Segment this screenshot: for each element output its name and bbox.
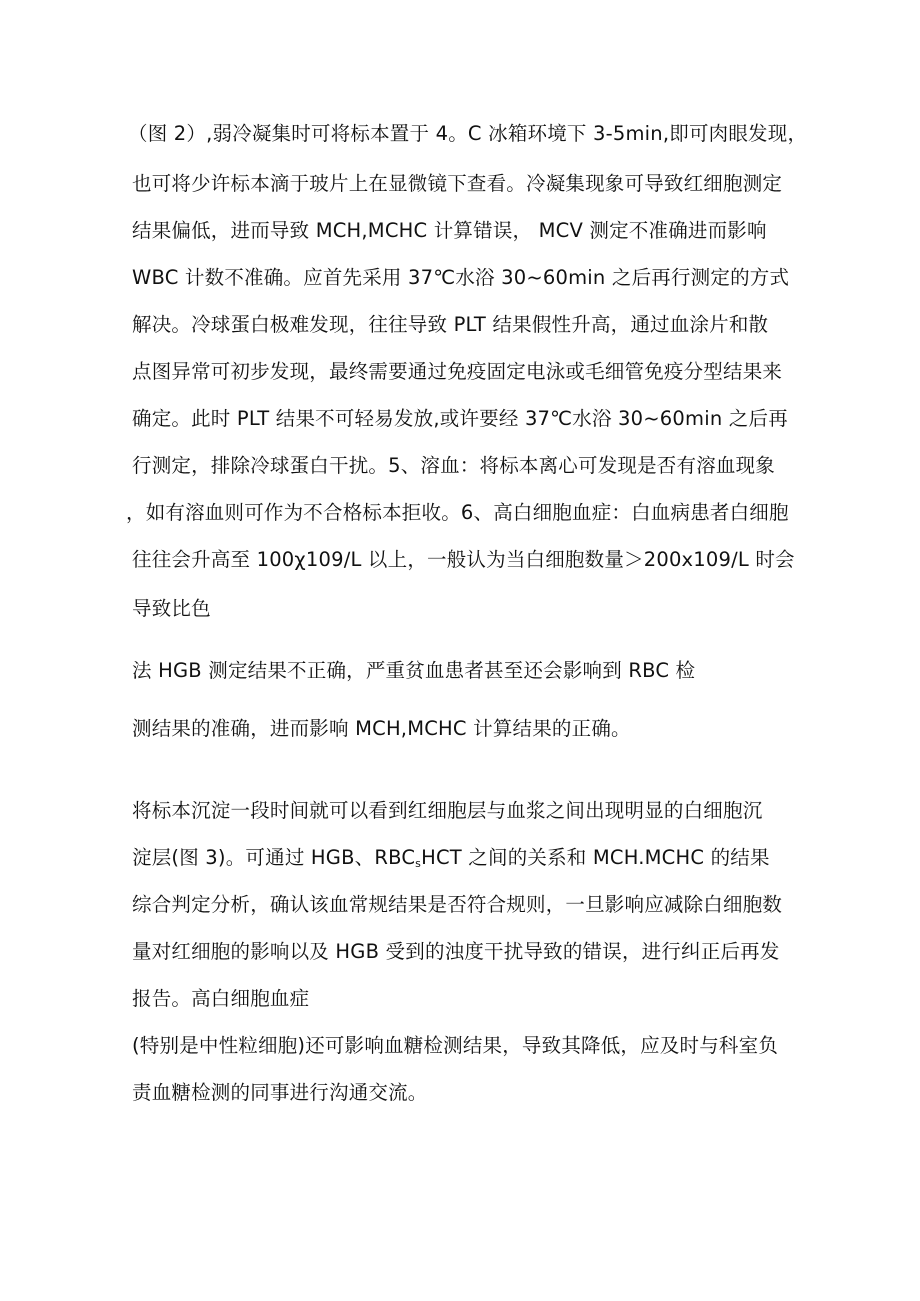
paragraph2-line-1: 法 HGB 测定结果不正确，严重贫血患者甚至还会影响到 RBC 检 xyxy=(132,659,696,682)
paragraph3-line-4: 量对红细胞的影响以及 HGB 受到的浊度干扰导致的错误，进行纠正后再发 xyxy=(132,940,780,963)
paragraph3-line-2-part-a: 淀层(图 3)。可通过 HGB、RBC xyxy=(132,846,416,869)
paragraph1-line-9: ，如有溶血则可作为不合格标本拒收。6、高白细胞血症：白血病患者白细胞 xyxy=(126,501,789,524)
paragraph3-line-6: (特别是中性粒细胞)还可影响血糖检测结果，导致其降低，应及时与科室负 xyxy=(132,1034,779,1057)
paragraph1-line-2: 也可将少许标本滴于玻片上在显微镜下查看。冷凝集现象可导致红细胞测定 xyxy=(132,172,783,195)
paragraph3-line-1: 将标本沉淀一段时间就可以看到红细胞层与血浆之间出现明显的白细胞沉 xyxy=(132,799,763,822)
paragraph1-line-8: 行测定，排除冷球蛋白干扰。5、溶血：将标本离心可发现是否有溶血现象 xyxy=(132,454,776,477)
paragraph3-line-2-part-b: HCT 之间的关系和 MCH.MCHC 的结果 xyxy=(421,846,770,869)
paragraph1-line-3: 结果偏低，进而导致 MCH,MCHC 计算错误， MCV 测定不准确进而影响 xyxy=(132,219,767,242)
paragraph3-line-3: 综合判定分析，确认该血常规结果是否符合规则，一旦影响应减除白细胞数 xyxy=(132,893,783,916)
paragraph1-line-1: （图 2）,弱冷凝集时可将标本置于 4。C 冰箱环境下 3-5min,即可肉眼发现， xyxy=(128,122,808,145)
paragraph1-line-5: 解决。冷球蛋白极难发现，往往导致 PLT 结果假性升高，通过血涂片和散 xyxy=(132,313,769,336)
paragraph1-line-7: 确定。此时 PLT 结果不可轻易发放,或许要经 37℃水浴 30~60min 之后再 xyxy=(132,407,788,430)
paragraph1-line-10: 往往会升高至 100χ109∕L 以上，一般认为当白细胞数量＞200x109∕L 时会 xyxy=(132,548,795,571)
paragraph1-line-6: 点图异常可初步发现，最终需要通过免疫固定电泳或毛细管免疫分型结果来 xyxy=(132,360,783,383)
paragraph3-subscript: s xyxy=(415,857,422,870)
paragraph3-line-2 xyxy=(132,846,770,876)
paragraph3-line-5: 报告。高白细胞血症 xyxy=(132,987,310,1010)
paragraph3-line-7: 责血糖检测的同事进行沟通交流。 xyxy=(132,1081,428,1104)
paragraph2-line-2: 测结果的准确，进而影响 MCH,MCHC 计算结果的正确。 xyxy=(132,717,631,740)
paragraph1-line-11: 导致比色 xyxy=(132,597,211,620)
paragraph1-line-4: WBC 计数不准确。应首先采用 37℃水浴 30~60min 之后再行测定的方式 xyxy=(132,266,790,289)
